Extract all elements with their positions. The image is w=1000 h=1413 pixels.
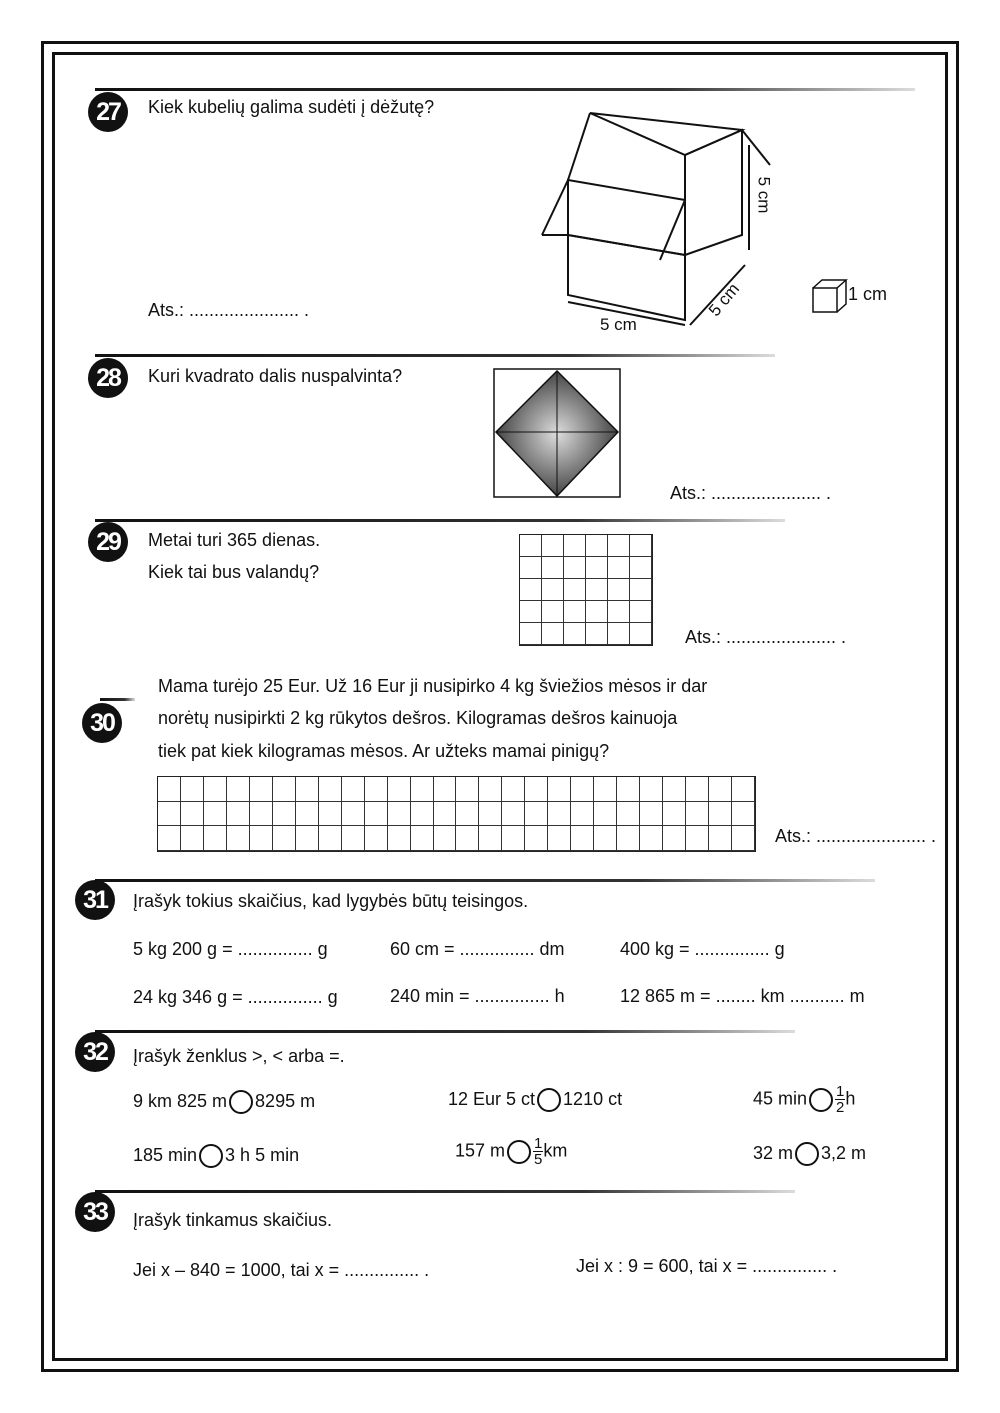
grid-cell [342,802,365,827]
compare-item: 12 Eur 5 ct 1210 ct [448,1088,622,1112]
conversion-item[interactable]: 60 cm = ............... dm [390,939,565,959]
conversion-item[interactable]: 5 kg 200 g = ............... g [133,939,328,959]
grid-cell [342,777,365,802]
grid-cell [365,777,388,802]
work-grid[interactable] [157,776,756,852]
grid-cell [564,557,586,579]
grid-cell [630,535,652,557]
grid-cell [365,802,388,827]
task-question: Kuri kvadrato dalis nuspalvinta? [148,366,403,386]
compare-item: 185 min 3 h 5 min [133,1144,299,1168]
answer-line[interactable]: Ats.: ...................... . [775,826,937,846]
grid-cell [250,777,273,802]
grid-cell [158,802,181,827]
divider [95,879,875,882]
height-label: 5 cm [754,176,774,214]
grid-cell [686,826,709,851]
grid-cell [709,826,732,851]
task-number: 33 [75,1192,115,1232]
task-number: 29 [88,522,128,562]
grid-cell [388,826,411,851]
grid-cell [630,601,652,623]
compare-item: 32 m 3,2 m [753,1142,866,1166]
task-instruction: Įrašyk ženklus >, < arba =. [133,1046,345,1066]
task-number: 32 [75,1032,115,1072]
compare-item: 45 min $\frac{1}{2}$ h [753,1083,856,1116]
divider [95,519,785,522]
grid-cell [520,601,542,623]
grid-cell [571,802,594,827]
grid-cell [564,601,586,623]
grid-cell [388,777,411,802]
grid-cell [250,826,273,851]
conversion-item[interactable]: 12 865 m = ........ km ........... m [620,986,865,1006]
grid-cell [608,601,630,623]
grid-cell [296,826,319,851]
grid-cell [181,802,204,827]
compare-item: 157 m $\frac{1}{5}$ km [455,1135,568,1168]
shaded-square-figure [493,368,623,500]
grid-cell [502,826,525,851]
fraction: $\frac{1}{2}$ [836,1083,845,1116]
grid-cell [542,535,564,557]
problem-text: norėtų nusipirkti 2 kg rūkytos dešros. Kilogramas dešros kainuoja [158,708,678,728]
grid-cell [548,826,571,851]
answer-circle[interactable] [199,1144,223,1168]
task-instruction: Įrašyk tinkamus skaičius. [133,1210,333,1230]
grid-cell [686,802,709,827]
divider [95,1030,795,1033]
grid-cell [434,777,457,802]
depth-label: 5 cm [704,279,744,320]
open-box-drawing [530,105,780,340]
answer-line[interactable]: Ats.: ...................... . [148,300,310,320]
grid-cell [342,826,365,851]
grid-cell [608,557,630,579]
task-question: Kiek tai bus valandų? [148,562,320,582]
grid-cell [608,535,630,557]
grid-cell [542,623,564,645]
grid-cell [640,826,663,851]
cube-label: 1 cm [848,284,888,304]
answer-circle[interactable] [795,1142,819,1166]
grid-cell [732,826,755,851]
grid-cell [479,777,502,802]
grid-cell [319,826,342,851]
grid-cell [273,826,296,851]
grid-cell [617,826,640,851]
grid-cell [640,802,663,827]
grid-cell [709,802,732,827]
grid-cell [732,777,755,802]
grid-cell [640,777,663,802]
task-number: 27 [88,92,128,132]
grid-cell [732,802,755,827]
conversion-item[interactable]: 400 kg = ............... g [620,939,785,959]
task-number: 31 [75,880,115,920]
grid-cell [548,777,571,802]
grid-cell [617,802,640,827]
grid-cell [227,826,250,851]
task-number: 30 [82,703,122,743]
grid-cell [479,802,502,827]
task-question: Kiek kubelių galima sudėti į dėžutę? [148,97,435,117]
grid-cell [227,777,250,802]
grid-cell [158,826,181,851]
grid-cell [388,802,411,827]
grid-cell [502,802,525,827]
grid-cell [273,777,296,802]
grid-cell [617,777,640,802]
grid-cell [564,579,586,601]
grid-cell [663,777,686,802]
equation-item[interactable]: Jei x : 9 = 600, tai x = ............... . [576,1256,838,1276]
grid-cell [586,535,608,557]
grid-cell [542,557,564,579]
grid-cell [204,802,227,827]
conversion-item[interactable]: 24 kg 346 g = ............... g [133,987,338,1007]
answer-circle[interactable] [809,1088,833,1112]
grid-cell [586,623,608,645]
grid-cell [411,777,434,802]
compare-item: 9 km 825 m 8295 m [133,1090,315,1114]
grid-cell [296,802,319,827]
grid-cell [525,802,548,827]
problem-text: tiek pat kiek kilogramas mėsos. Ar užteks mamai pinigų? [158,741,610,761]
grid-cell [586,579,608,601]
grid-cell [663,802,686,827]
grid-cell [365,826,388,851]
grid-cell [227,802,250,827]
grid-cell [319,802,342,827]
unit-cube-icon [810,278,850,314]
grid-cell [204,826,227,851]
grid-cell [520,623,542,645]
grid-cell [181,777,204,802]
divider [95,88,915,91]
conversion-item[interactable]: 240 min = ............... h [390,986,565,1006]
grid-cell [502,777,525,802]
grid-cell [686,777,709,802]
grid-cell [411,802,434,827]
answer-line[interactable]: Ats.: ...................... . [670,483,832,503]
task-question: Metai turi 365 dienas. [148,530,321,550]
equation-item[interactable]: Jei x – 840 = 1000, tai x = ............... . [133,1260,430,1280]
grid-cell [586,557,608,579]
grid-cell [411,826,434,851]
grid-cell [542,579,564,601]
grid-cell [663,826,686,851]
grid-cell [709,777,732,802]
problem-text: Mama turėjo 25 Eur. Už 16 Eur ji nusipirko 4 kg šviežios mėsos ir dar [158,676,708,696]
grid-cell [520,557,542,579]
grid-cell [594,777,617,802]
grid-cell [434,826,457,851]
grid-cell [586,601,608,623]
divider [95,354,775,357]
grid-cell [564,535,586,557]
grid-cell [456,826,479,851]
grid-cell [273,802,296,827]
divider [100,698,135,701]
grid-cell [594,802,617,827]
work-grid[interactable] [519,534,653,646]
grid-cell [564,623,586,645]
grid-cell [479,826,502,851]
grid-cell [525,826,548,851]
grid-cell [548,802,571,827]
task-number: 28 [88,358,128,398]
answer-circle[interactable] [507,1140,531,1164]
answer-circle[interactable] [537,1088,561,1112]
grid-cell [542,601,564,623]
divider [95,1190,795,1193]
grid-cell [608,579,630,601]
grid-cell [181,826,204,851]
answer-line[interactable]: Ats.: ...................... . [685,627,847,647]
answer-circle[interactable] [229,1090,253,1114]
task-instruction: Įrašyk tokius skaičius, kad lygybės būtų teisingos. [133,891,529,911]
width-label: 5 cm [600,315,637,334]
grid-cell [630,557,652,579]
grid-cell [630,623,652,645]
grid-cell [456,777,479,802]
grid-cell [520,535,542,557]
grid-cell [525,777,548,802]
grid-cell [571,826,594,851]
grid-cell [319,777,342,802]
grid-cell [250,802,273,827]
grid-cell [608,623,630,645]
grid-cell [434,802,457,827]
fraction: $\frac{1}{5}$ [534,1135,543,1168]
grid-cell [520,579,542,601]
grid-cell [296,777,319,802]
grid-cell [204,777,227,802]
grid-cell [456,802,479,827]
grid-cell [630,579,652,601]
grid-cell [571,777,594,802]
grid-cell [594,826,617,851]
grid-cell [158,777,181,802]
